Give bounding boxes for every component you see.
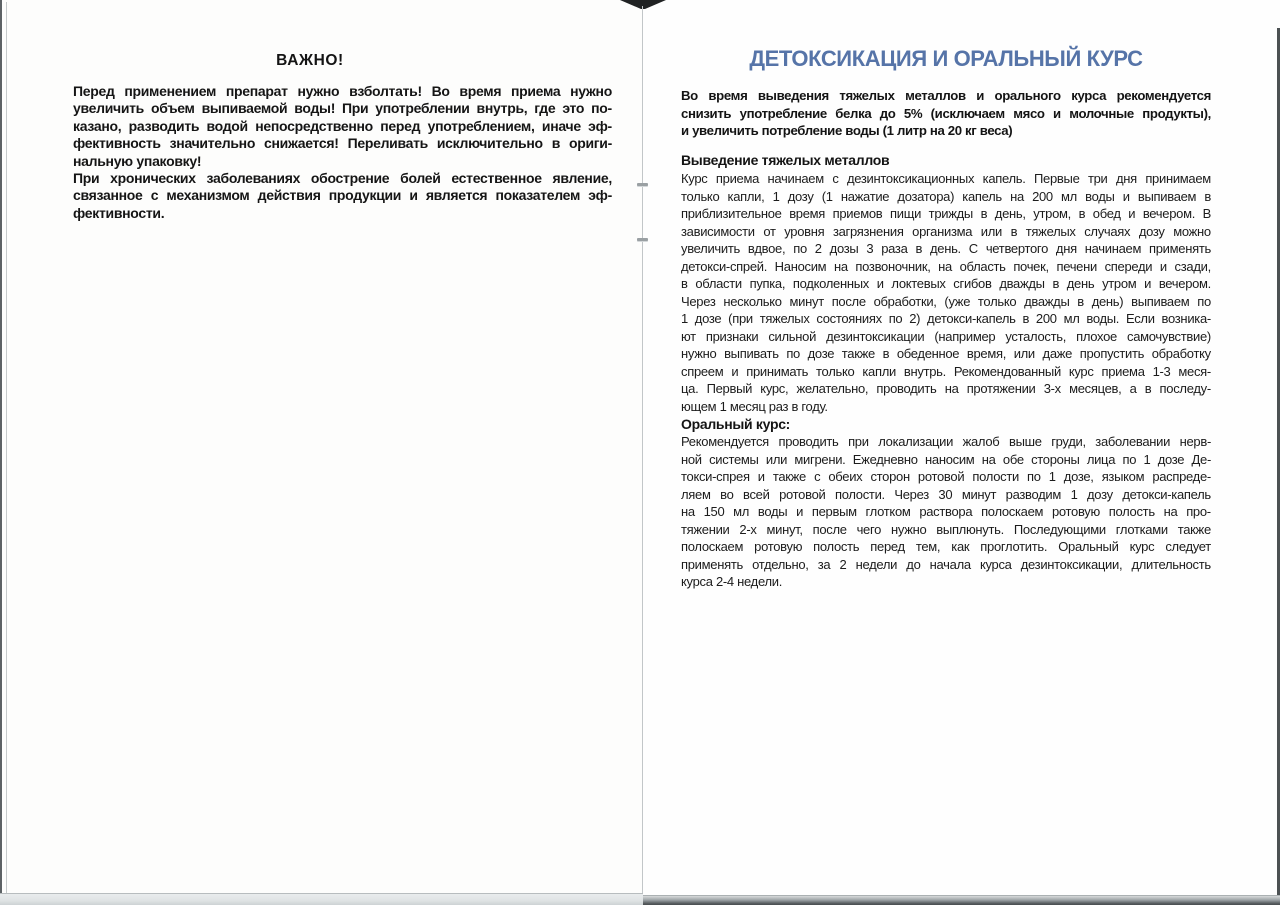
fold-shadow-icon [620, 0, 666, 9]
right-page-title: ДЕТОКСИКАЦИЯ И ОРАЛЬНЫЙ КУРС [749, 46, 1143, 71]
section-paragraph-heavy-metals: Курс приема начинаем с дезинтоксикационных капель. Первые три дня принимаем только капли, 1 дозу (1 нажатие дозатора) капель на 200 мл воды и выпиваем в приблизительное время приемов пищи трижды в день, утром, в обед и вечером. В зависимости от уровня загрязнения организма или в тяжелых случаях дозу можно увеличить вдвое, по 2 дозы 3 раза в день. С четвертого дня начинаем применять детокси-спрей. Наносим на позвоночник, на область почек, печени спереди и сзади, в области пупка, подколенных и локтевых сгибов дважды в день утром и вечером. Через несколько минут после обработки, (уже только дважды в день) выпиваем по 1 дозе (при тяжелых состояниях по 2) детокси-капель в 200 мл воды. Если возника- ют признаки сильной дезинтоксикации (например усталость, плохое самочувствие) нужно выпивать по дозе также в обеденное время, или даже пропустить обработку спреем и принимать только капли внутрь. Рекомендованный курс приема 1-3 меся- ца. Первый курс, желательно, проводить на протяжении 3-х месяцев, а в последу- ющем 1 месяц раз в году. [681, 171, 1211, 414]
left-page-paragraph-important: Перед применением препарат нужно взболтать! Во время приема нужно увеличить объем выпиваемой воды! При употреблении внутрь, где это по- казано, разводить водой непосредственно перед употреблением, иначе эф- фективность значительно снижается! Переливать исключительно в ориги- нальную упаковку! [73, 83, 612, 169]
page-edge-left [0, 0, 2, 894]
section-heading-heavy-metals: Выведение тяжелых металлов [681, 152, 890, 168]
left-page-paragraph-chronic: При хронических заболеваниях обострение болей естественное явление, связанное с механизмом действия продукции и является показателем эф- фективности. [73, 170, 612, 221]
bottom-edge-right [643, 895, 1280, 905]
staple-mark-icon [637, 183, 648, 186]
bottom-edge-left [0, 893, 643, 905]
section-heading-oral-course: Оральный курс: [681, 416, 791, 432]
page-edge-left-inner [6, 2, 7, 893]
right-page-intro: Во время выведения тяжелых металлов и орального курса рекомендуется снизить употребление белка до 5% (исключаем мясо и молочные продукты), и увеличить потребление воды (1 литр на 20 кг веса) [681, 88, 1211, 138]
center-fold-line [642, 6, 643, 898]
section-paragraph-oral-course: Рекомендуется проводить при локализации жалоб выше груди, заболевании нерв- ной системы или мигрени. Ежедневно наносим на обе стороны лица по 1 дозе Де- токси-спрея и также с обеих сторон ротовой полости по 1 дозе, языком распреде- ляем во всей ротовой полости. Через 30 минут разводим 1 дозу детокси-капель на 150 мл воды и первым глотком раствора полоскаем ротовую полость на про- тяжении 2-х минут, после чего нужно выплюнуть. Последующими глотками также полоскаем ротовую полость перед тем, как проглотить. Оральный курс следует применять отдельно, за 2 недели до начала курса дезинтоксикации, длительность курса 2-4 недели. [681, 434, 1211, 589]
left-page-title: ВАЖНО! [276, 52, 344, 69]
staple-mark-icon [637, 238, 648, 241]
